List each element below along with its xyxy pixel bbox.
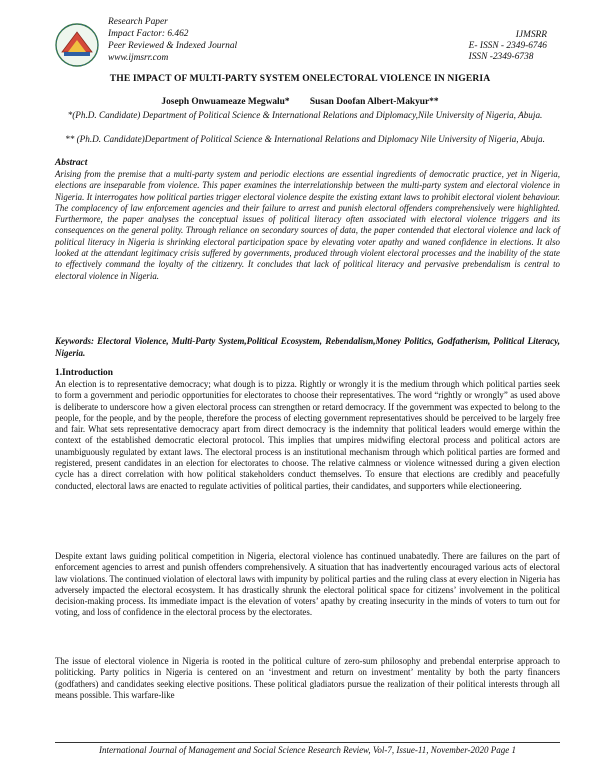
abstract-heading: Abstract [55,158,88,168]
section-heading: 1.Introduction [55,368,113,378]
body-paragraph: An election is to representative democracy; what dough is to pizza. Rightly or wrongly it is the medium through which political parties seek to form a government and periodic opportunities for electorates to choose their representatives. The word “rightly or wrongly” as used above is deliberate to underscore how a given electoral process can strengthen or retard democracy. If the government was expected to belong to the people, for the people, and by the people, therefore the process of electing government representatives should be perceived to be largely free and fair. What sets representative democracy apart from direct democracy is the indemnity that political leaders would emerge within the context of the established democratic electoral protocol. This implies that umpires midwifing electoral process and political actors are unambiguously regulated by extant laws. The electoral process is an institutional mechanism through which political parties are formed and registered, present candidates in an election for electorates to choose. The relative calmness or violence witnessed during a given election cycle has a direct correlation with how political stakeholders conduct themselves. To ensure that elections are credibly and peacefully conducted, electoral laws are enacted to regulate activities of political parties, their candidates, and supporters while electioneering. [55,379,560,491]
body-paragraph: The issue of electoral violence in Nigeria is rooted in the political culture of zero-sum philosophy and prebendal enterprise approach to politicking. Party politics in Nigeria is centered on an ‘investment and return on investment’ mentality by both the party financers (godfathers) and candidates seeking elective positions. These political gladiators pursue the realization of their political interests through all means possible. This warfare-like [55,656,560,700]
paper-title: THE IMPACT OF MULTI-PARTY SYSTEM ONELECTORAL VIOLENCE IN NIGERIA [109,73,491,84]
header-line: ISSN -2349-6738 [468,52,534,62]
keywords: Keywords: Electoral Violence, Multi-Party System,Political Ecosystem, Rebendalism,Money Politics, Godfatherism, Political Literacy, Nigeria. [55,336,560,358]
journal-info-right [469,30,547,63]
header-line: IJMSRR [515,30,547,40]
header-line: Research Paper [108,17,168,27]
header-line: E- ISSN - 2349-6746 [468,41,547,51]
journal-info-left [108,16,237,64]
abstract-text: Arising from the premise that a multi-party system and periodic elections are essential ingredients of democratic practice, yet in Nigeria, elections are inseparable from violence. This paper examines the interrelationship between the multi-party system and electoral violence in Nigeria. It interrogates how political parties trigger electoral violence despite the existing extant laws to prohibit electoral violent behaviour. The complacency of law enforcement agencies and their failure to arrest and punish electoral offenders comprehensively were highlighted. Furthermore, the paper analyses the conceptual issues of political literacy often associated with electoral violence triggers and its consequences on the general polity. Through reliance on secondary sources of data, the paper contended that electoral violence and lack of political literacy in Nigeria is shrinking electoral participation space by elevating voter apathy and waned confidence in elections. It also looked at the attendant legitimacy crisis suffered by governments, produced through violent electoral processes and the inability of the state to effectively command the loyalty of the citizenry. It concludes that lack of political literacy and pervasive prebendalism is central to electoral violence in Nigeria. [55,169,560,281]
header-line: Peer Reviewed & Indexed Journal [108,41,238,51]
journal-logo-icon [54,22,100,68]
header-line: Impact Factor: 6.462 [108,29,189,39]
author-list [0,97,600,107]
author-name: Joseph Onwuameaze Megwalu* [161,97,290,107]
author-name: Susan Doofan Albert-Makyur** [309,97,439,107]
body-paragraph: Despite extant laws guiding political competition in Nigeria, electoral violence has continued unabatedly. There are failures on the part of enforcement agencies to arrest and punish offenders comprehensively. A situation that has inadvertently encouraged various acts of electoral law violations. The continued violation of electoral laws with impunity by political parties and the ruling class at every election in Nigeria has adversely impacted the electoral ecosystem. It has drastically shrunk the electoral political space for citizens’ involvement in the political decision-making process. Its immediate impact is the elevation of voters’ apathy by creating insecurity in the minds of voters to turn out for voting, and loss of confidence in the electoral process by the electorates. [55,551,560,618]
footer-divider [55,742,560,743]
header-line[interactable]: www.ijmsrr.com [108,53,169,63]
affiliation: *(Ph.D. Candidate) Department of Political Science & International Relations and Diplomacy,Nile University of Nigeria, Abuja. [67,110,543,120]
affiliation: ** (Ph.D. Candidate)Department of Political Science & International Relations and Diplomacy Nile University of Nigeria, Abuja. [65,134,545,144]
page-footer: International Journal of Management and Social Science Research Review, Vol-7, Issue-11, November-2020 Page 1 [98,745,517,755]
